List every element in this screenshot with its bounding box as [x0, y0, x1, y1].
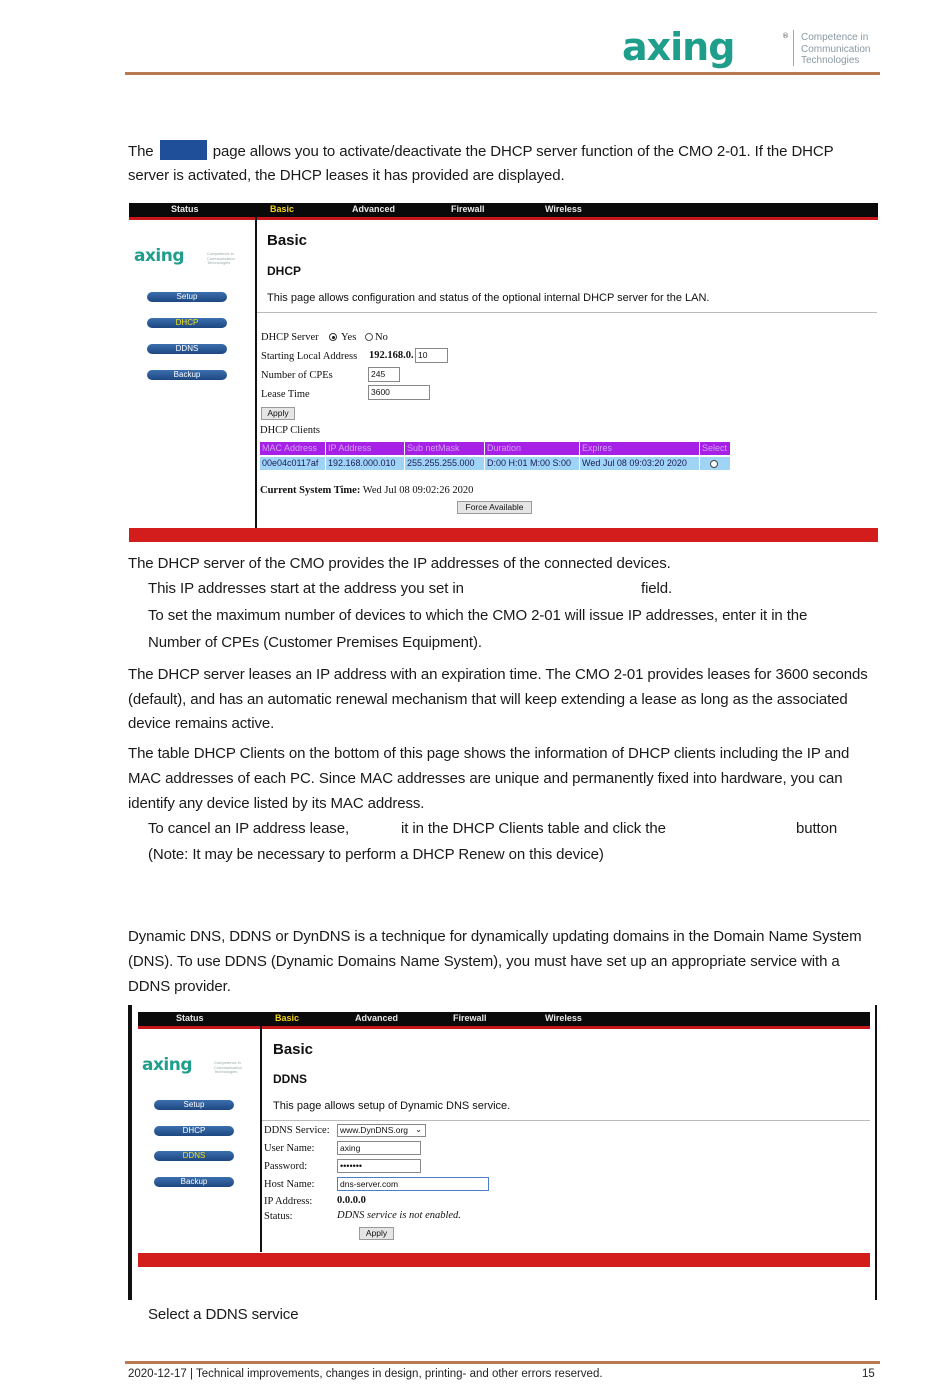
- start-address-input[interactable]: 10: [415, 348, 448, 363]
- cpes-label: Number of CPEs: [261, 370, 333, 381]
- tab-basic[interactable]: Basic: [275, 1013, 300, 1023]
- intro-line-2: server is activated, the DHCP leases it has provided are displayed.: [128, 167, 565, 184]
- tab-firewall[interactable]: Firewall: [451, 204, 485, 214]
- radio-no[interactable]: [365, 333, 373, 341]
- tab-wireless[interactable]: Wireless: [545, 1013, 582, 1023]
- bottom-red-bar: [129, 528, 878, 542]
- para-table-2: MAC addresses of each PC. Since MAC addresses are unique and permanently fixed into hardware, you can: [128, 770, 843, 787]
- sidebar-setup-button[interactable]: Setup: [154, 1100, 234, 1110]
- footer-rule: [125, 1361, 880, 1364]
- tab-wireless[interactable]: Wireless: [545, 204, 582, 214]
- sidebar-ddns-button[interactable]: DDNS: [154, 1151, 234, 1161]
- top-nav: [129, 203, 878, 217]
- page-title: Basic: [267, 232, 308, 249]
- para-table-1: The table DHCP Clients on the bottom of this page shows the information of DHCP clients including the IP and: [128, 745, 850, 762]
- col-select: Select: [700, 442, 730, 455]
- force-available-button[interactable]: Force Available: [457, 501, 532, 514]
- cell-duration: D:00 H:01 M:00 S:00: [485, 457, 579, 470]
- ddns-service-select[interactable]: www.DynDNS.org ⌄: [337, 1124, 426, 1137]
- para-lease-2: (default), and has an automatic renewal mechanism that will keep extending a lease as long as the associated: [128, 691, 848, 708]
- system-time: Current System Time: Wed Jul 08 09:02:26 2020: [260, 485, 474, 496]
- header-rule: [125, 72, 880, 75]
- nav-underline: [138, 1026, 870, 1029]
- content-divider: [262, 1120, 870, 1121]
- dhcp-clients-label: DHCP Clients: [260, 425, 320, 436]
- col-subnet: Sub netMask: [405, 442, 484, 455]
- cell-expires: Wed Jul 08 09:03:20 2020: [580, 457, 699, 470]
- start-address-prefix: 192.168.0.: [369, 350, 414, 361]
- sidebar-divider: [255, 217, 257, 528]
- para-ddns-3: DDNS provider.: [128, 978, 231, 995]
- para-lease-3: device remains active.: [128, 715, 275, 732]
- page-title: Basic: [273, 1041, 314, 1058]
- radio-yes-label: Yes: [341, 332, 357, 343]
- sidebar-logo: axing: [142, 1055, 193, 1075]
- radio-no-label: No: [375, 332, 388, 343]
- ip-address-value: 0.0.0.0: [337, 1195, 366, 1206]
- status-label: Status:: [264, 1211, 293, 1222]
- cpes-input[interactable]: 245: [368, 367, 400, 382]
- para-field-word: field.: [641, 580, 673, 597]
- cell-select: [700, 457, 730, 470]
- sidebar-divider: [260, 1026, 262, 1252]
- dhcp-screenshot: [129, 200, 878, 543]
- select-radio[interactable]: [710, 460, 718, 468]
- lease-time-input[interactable]: 3600: [368, 385, 430, 400]
- status-value: DDNS service is not enabled.: [337, 1210, 461, 1221]
- sidebar-dhcp-button[interactable]: DHCP: [154, 1126, 234, 1136]
- highlight-redaction: [160, 140, 207, 160]
- lease-time-label: Lease Time: [261, 389, 310, 400]
- registered-mark: ®: [782, 32, 789, 40]
- password-label: Password:: [264, 1161, 308, 1172]
- footer-text: 2020-12-17 | Technical improvements, changes in design, printing- and other errors reserved.: [128, 1368, 603, 1380]
- page-description: This page allows configuration and status of the optional internal DHCP server for the LAN.: [267, 292, 710, 304]
- select-service-text: Select a DDNS service: [148, 1306, 299, 1323]
- para-cancel-a: To cancel an IP address lease,: [148, 820, 350, 837]
- clients-table-header: [260, 442, 730, 455]
- sidebar-logo-tagline: Competence in Communication Technologies: [207, 251, 235, 265]
- table-row: [260, 457, 730, 470]
- page-number: 15: [862, 1368, 875, 1380]
- sidebar-backup-button[interactable]: Backup: [147, 370, 227, 380]
- sidebar-ddns-button[interactable]: DDNS: [147, 344, 227, 354]
- tab-basic[interactable]: Basic: [270, 204, 295, 214]
- col-ip: IP Address: [326, 442, 404, 455]
- dhcp-server-label: DHCP Server: [261, 332, 319, 343]
- intro-line-1: The page allows you to activate/deactivate the DHCP server function of the CMO 2-01. If the DHCP: [128, 140, 834, 165]
- para-lease-1: The DHCP server leases an IP address with an expiration time. The CMO 2-01 provides leases for 3600 seconds: [128, 666, 868, 683]
- host-name-label: Host Name:: [264, 1179, 315, 1190]
- col-expires: Expires: [580, 442, 699, 455]
- left-border: [128, 1005, 132, 1300]
- password-input[interactable]: •••••••: [337, 1159, 421, 1173]
- cell-mac: 00e04c0117af: [260, 457, 325, 470]
- logo-tagline: Competence in Communication Technologies: [801, 32, 871, 66]
- para-ddns-2: (DNS). To use DDNS (Dynamic Domains Name System), you must have set up an appropriate service with a: [128, 953, 840, 970]
- page-description: This page allows setup of Dynamic DNS service.: [273, 1100, 511, 1112]
- nav-underline: [129, 217, 878, 220]
- sidebar-setup-button[interactable]: Setup: [147, 292, 227, 302]
- cell-ip: 192.168.000.010: [326, 457, 404, 470]
- axing-logo: axing: [622, 25, 735, 69]
- tab-status[interactable]: Status: [176, 1013, 204, 1023]
- radio-yes[interactable]: [329, 333, 337, 341]
- para-dhcp-intro: The DHCP server of the CMO provides the IP addresses of the connected devices.: [128, 555, 671, 572]
- sidebar-dhcp-button[interactable]: DHCP: [147, 318, 227, 328]
- para-cpes: Number of CPEs (Customer Premises Equipment).: [148, 634, 482, 651]
- page-subtitle: DDNS: [273, 1072, 308, 1086]
- para-ddns-1: Dynamic DNS, DDNS or DynDNS is a technique for dynamically updating domains in the Domain Name System: [128, 928, 862, 945]
- start-address-label: Starting Local Address: [261, 351, 358, 362]
- user-name-label: User Name:: [264, 1143, 315, 1154]
- top-nav: [138, 1012, 870, 1026]
- logo-divider: [793, 30, 794, 66]
- para-max-devices: To set the maximum number of devices to which the CMO 2-01 will issue IP addresses, enter it in the: [148, 607, 808, 624]
- content-divider: [257, 312, 877, 313]
- right-border: [875, 1005, 877, 1300]
- chevron-down-icon: ⌄: [415, 1125, 422, 1134]
- tab-firewall[interactable]: Firewall: [453, 1013, 487, 1023]
- sidebar-logo: axing: [134, 246, 185, 266]
- col-duration: Duration: [485, 442, 579, 455]
- apply-button[interactable]: Apply: [359, 1227, 394, 1240]
- tab-advanced[interactable]: Advanced: [352, 204, 396, 214]
- para-table-3: identify any device listed by its MAC address.: [128, 795, 425, 812]
- para-cancel-b: it in the DHCP Clients table and click the: [401, 820, 666, 837]
- bottom-red-bar: [138, 1253, 870, 1267]
- sidebar-logo-tagline: Competence in Communication Technologies: [214, 1060, 242, 1074]
- ip-address-label: IP Address:: [264, 1196, 313, 1207]
- apply-button[interactable]: Apply: [261, 407, 295, 420]
- tab-status[interactable]: Status: [171, 204, 199, 214]
- cell-subnet: 255.255.255.000: [405, 457, 484, 470]
- para-note: (Note: It may be necessary to perform a DHCP Renew on this device): [148, 846, 604, 863]
- user-name-input[interactable]: axing: [337, 1141, 421, 1155]
- page-subtitle: DHCP: [267, 264, 302, 278]
- host-name-input[interactable]: dns-server.com: [337, 1177, 489, 1191]
- radio-dot: [332, 336, 335, 339]
- para-start-address: This IP addresses start at the address you set in: [148, 580, 464, 597]
- sidebar-backup-button[interactable]: Backup: [154, 1177, 234, 1187]
- col-mac: MAC Address: [260, 442, 325, 455]
- para-cancel-c: button: [796, 820, 838, 837]
- tab-advanced[interactable]: Advanced: [355, 1013, 399, 1023]
- ddns-service-label: DDNS Service:: [264, 1125, 330, 1136]
- ddns-screenshot: [128, 1005, 878, 1300]
